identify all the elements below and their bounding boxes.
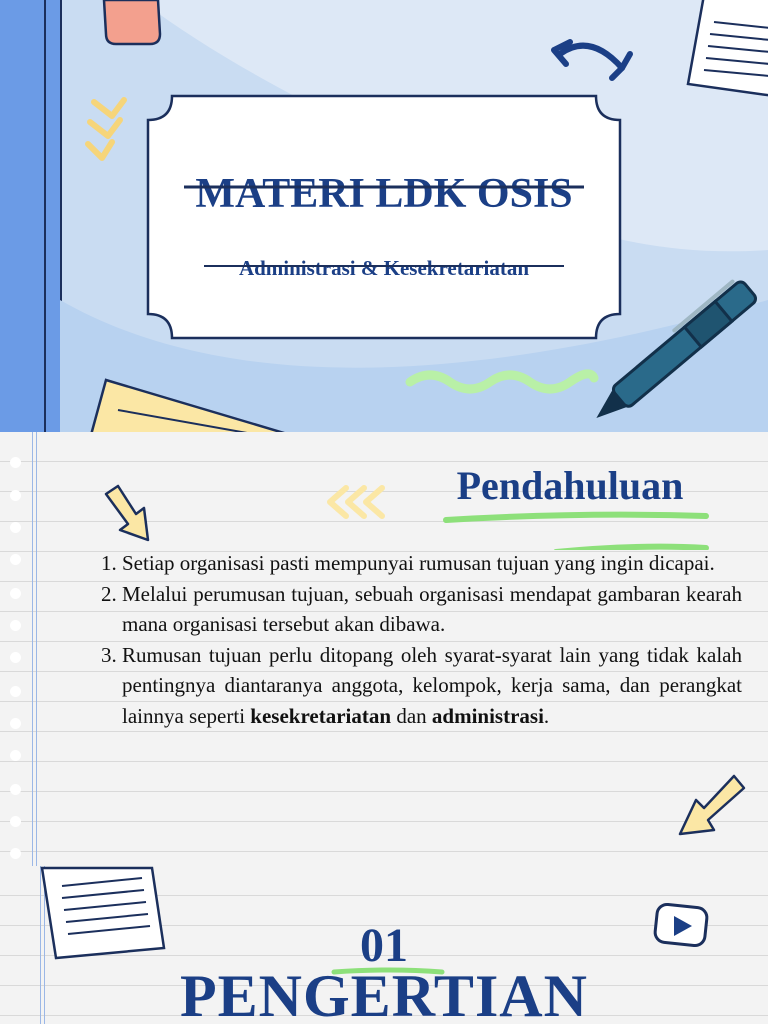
intro-slide: [0, 432, 768, 866]
list-item-text: Melalui perumusan tujuan, sebuah organisasi mendapat gambaran kearah mana organisasi tersebut akan dibawa.: [122, 581, 742, 636]
list-item-text: Setiap organisasi pasti mempunyai rumusan tujuan yang ingin dicapai.: [122, 551, 715, 575]
binder-hole: [10, 784, 21, 795]
heading-highlight: [440, 510, 720, 550]
bold-term: administrasi: [431, 703, 544, 728]
arrow-down-left-icon: [674, 772, 754, 842]
list-item-text: dan: [391, 703, 432, 728]
paper-sheet-icon: [684, 0, 768, 100]
play-icon: [652, 902, 712, 950]
binder-hole: [10, 588, 21, 599]
binder-hole: [10, 457, 21, 468]
curved-arrow-icon: [550, 32, 640, 92]
slide-title: MATERI LDK OSIS: [195, 171, 573, 217]
binder-hole: [10, 718, 21, 729]
paper-sheet-icon: [38, 866, 168, 964]
list-item: [122, 579, 742, 640]
section-title: PENGERTIAN: [180, 963, 588, 1024]
chevron-decoration-icon: [84, 94, 134, 174]
binder-hole: [10, 490, 21, 501]
binder-hole: [10, 816, 21, 827]
sticky-note-icon: [84, 376, 304, 432]
title-underline: [184, 182, 584, 192]
list-item-text: Rumusan tujuan perlu ditopang oleh syarat-syarat lain yang tidak kalah pentingnya diantaranya anggota, kelompok, kerja sama, dan perangkat lainnya seperti: [122, 642, 742, 728]
eraser-icon: [98, 0, 168, 50]
pen-icon: [568, 264, 768, 432]
chevron-left-decoration-icon: [322, 482, 392, 522]
arrow-down-icon: [98, 482, 158, 552]
section-number: 01: [360, 919, 408, 972]
bold-term: kesekretariatan: [250, 703, 392, 728]
subtitle-underline: [204, 262, 564, 270]
binder-hole: [10, 620, 21, 631]
margin-line-2: [36, 432, 37, 866]
section-heading: Pendahuluan: [456, 463, 684, 508]
binder-hole: [10, 848, 21, 859]
slide-subtitle: Administrasi & Kesekretariatan: [238, 256, 530, 280]
definition-slide: [0, 866, 768, 1024]
list-item: [122, 548, 742, 579]
binder-hole: [10, 686, 21, 697]
list-item: [122, 640, 742, 732]
intro-list: [80, 548, 742, 731]
binder-hole: [10, 652, 21, 663]
margin-line: [32, 432, 33, 866]
binder-hole: [10, 554, 21, 565]
binder-hole: [10, 750, 21, 761]
binder-hole: [10, 522, 21, 533]
title-slide: [0, 0, 768, 432]
list-item-text: .: [543, 703, 550, 728]
